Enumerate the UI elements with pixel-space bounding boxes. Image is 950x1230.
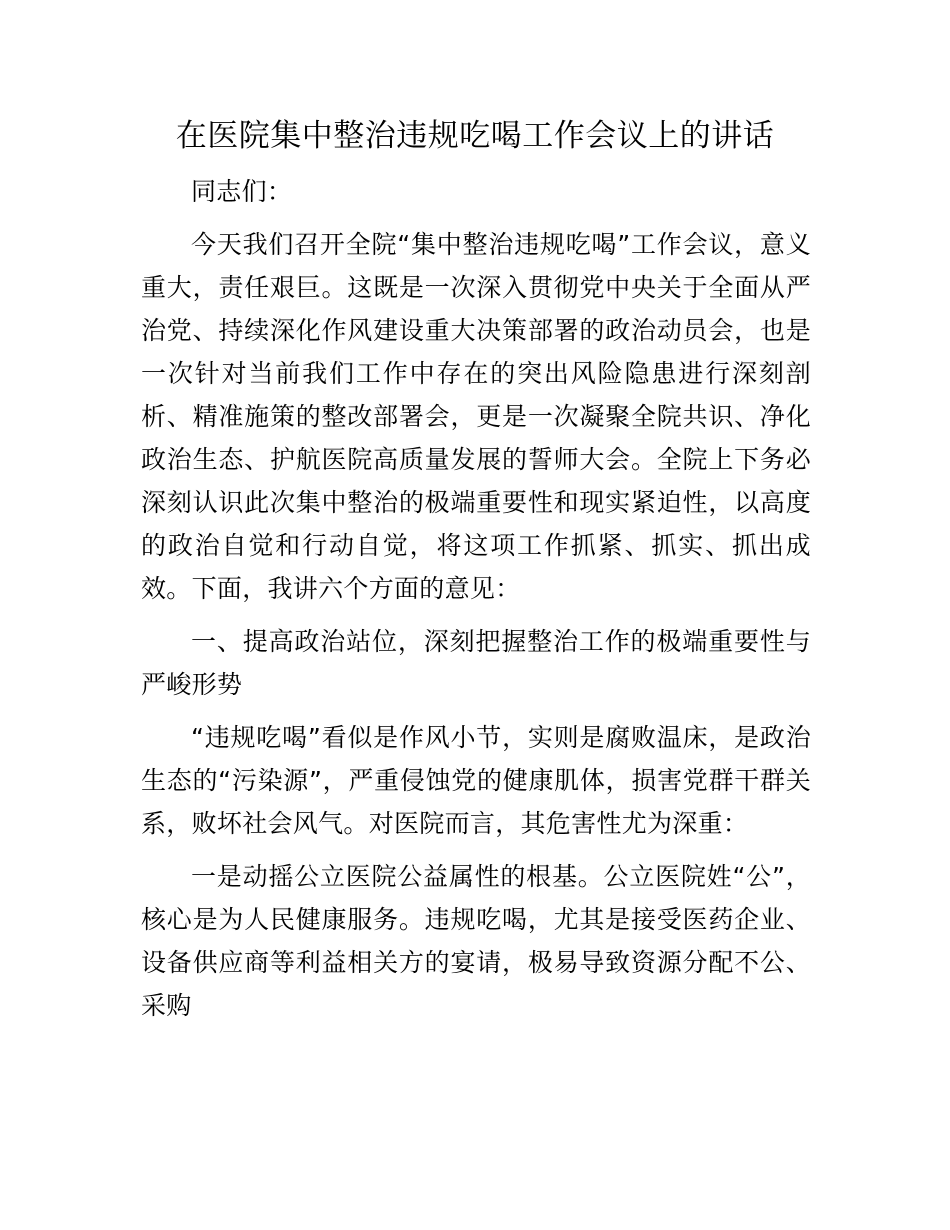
section-heading-1: 一、提高政治站位，深刻把握整治工作的极端重要性与严峻形势 xyxy=(141,627,811,699)
paragraph-intro: 今天我们召开全院“集中整治违规吃喝”工作会议，意义重大，责任艰巨。这既是一次深入贯彻党中央关于全面从严治党、持续深化作风建设重大决策部署的政治动员会，也是一次针对当前我们工作中存在的突出风险隐患进行深刻剖析、精准施策的整改部署会，更是一次凝聚全院共识、净化政治生态、护航医院高质量发展的誓师大会。全院上下务必深刻认识此次集中整治的极端重要性和现实紧迫性，以高度的政治自觉和行动自觉，将这项工作抓紧、抓实、抓出成效。下面，我讲六个方面的意见： xyxy=(141,230,811,603)
document-title: 在医院集中整治违规吃喝工作会议上的讲话 xyxy=(175,118,775,154)
greeting: 同志们： xyxy=(191,177,293,206)
document-body xyxy=(141,170,811,1027)
paragraph-harm: “违规吃喝”看似是作风小节，实则是腐败温床，是政治生态的“污染源”，严重侵蚀党的健康肌体，损害党群干群关系，败坏社会风气。对医院而言，其危害性尤为深重： xyxy=(141,723,811,838)
paragraph-point-1: 一是动摇公立医院公益属性的根基。公立医院姓“公”，核心是为人民健康服务。违规吃喝，尤其是接受医药企业、设备供应商等利益相关方的宴请，极易导致资源分配不公、采购 xyxy=(141,862,811,1020)
